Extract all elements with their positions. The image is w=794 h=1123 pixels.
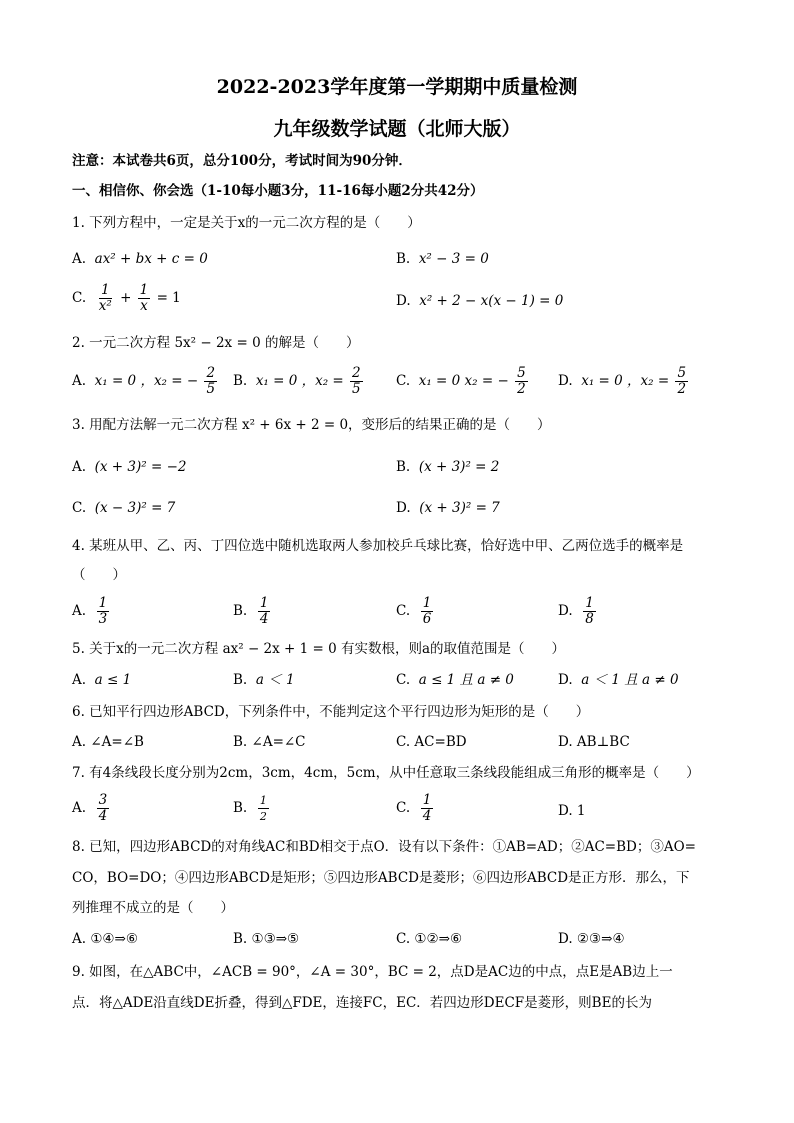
q1-option-b: B. x² − 3 = 0 [396, 251, 489, 267]
q1-stem: 1. 下列方程中，一定是关于x的一元二次方程的是（ ） [72, 215, 421, 231]
q8-option-c: C. ①②⇒⑥ [396, 931, 463, 947]
q2-option-a: A. x₁ = 0 ，x₂ = − $\frac{2}{5}$ [72, 365, 216, 397]
q8-option-b: B. ①③⇒⑤ [233, 931, 300, 947]
q1-option-d: D. x² + 2 − x(x − 1) = 0 [396, 293, 564, 309]
q3-option-b: B. (x + 3)² = 2 [396, 459, 500, 475]
q6-option-b: B. ∠A=∠C [233, 734, 306, 750]
q7-option-b: B. $\frac{1}{2}$ [233, 794, 267, 823]
q8-option-a: A. ①④⇒⑥ [72, 931, 138, 947]
q8-line-2: CO，BO=DO；④四边形ABCD是矩形；⑤四边形ABCD是菱形；⑥四边形ABCD是正方形．那么，下 [72, 870, 690, 886]
q1-option-c: C. $\frac{1}{\text{x²}}$ + $\frac{1}{x}$ = 1 [72, 282, 181, 314]
q2-option-c: C. x₁ = 0 x₂ = − $\frac{5}{2}$ [396, 365, 526, 397]
q5-stem: 5. 关于x的一元二次方程 ax² − 2x + 1 = 0 有实数根，则a的取值范围是（ ） [72, 641, 566, 657]
q7-option-a: A. $\frac{3}{4}$ [72, 792, 108, 824]
q2-stem: 2. 一元二次方程 5x² − 2x = 0 的解是（ ） [72, 335, 360, 351]
q8-line-3: 列推理不成立的是（ ） [72, 900, 234, 916]
q4-stem-blank: （ ） [72, 567, 126, 583]
q5-option-d: D. a ＜ 1 且 a ≠ 0 [558, 672, 679, 688]
q9-line-1: 9. 如图，在△ABC中，∠ACB = 90°，∠A = 30°，BC = 2，点D是AC边的中点，点E是AB边上一 [72, 964, 673, 980]
q3-stem: 3. 用配方法解一元二次方程 x² + 6x + 2 = 0，变形后的结果正确的是（ ） [72, 417, 551, 433]
q7-option-c: C. $\frac{1}{4}$ [396, 792, 432, 824]
q7-stem: 7. 有4条线段长度分别为2cm，3cm，4cm，5cm，从中任意取三条线段能组成三角形的概率是（ ） [72, 765, 700, 781]
notice: 注意：本试卷共6页，总分100分，考试时间为90分钟． [72, 153, 412, 169]
q2-option-d: D. x₁ = 0 ，x₂ = $\frac{5}{2}$ [558, 365, 687, 397]
q3-option-d: D. (x + 3)² = 7 [396, 500, 500, 516]
q4-option-a: A. $\frac{1}{3}$ [72, 595, 108, 627]
section-heading: 一、相信你、你会选（1-10每小题3分，11-16每小题2分共42分） [72, 183, 484, 199]
q9-line-2: 点．将△ADE沿直线DE折叠，得到△FDE，连接FC，EC．若四边形DECF是菱形，则BE的长为 [72, 995, 652, 1011]
q4-option-c: C. $\frac{1}{6}$ [396, 595, 432, 627]
exam-title: 2022-2023学年度第一学期期中质量检测 [216, 76, 578, 98]
q5-option-a: A. a ≤ 1 [72, 672, 132, 688]
q2-option-b: B. x₁ = 0 ，x₂ = $\frac{2}{5}$ [233, 365, 361, 397]
q4-option-d: D. $\frac{1}{8}$ [558, 595, 594, 627]
q3-option-c: C. (x − 3)² = 7 [72, 500, 176, 516]
q6-option-a: A. ∠A=∠B [72, 734, 144, 750]
q7-option-d: D. 1 [558, 803, 586, 819]
q5-option-c: C. a ≤ 1 且 a ≠ 0 [396, 672, 514, 688]
q5-option-b: B. a ＜ 1 [233, 672, 295, 688]
q6-stem: 6. 已知平行四边形ABCD，下列条件中，不能判定这个平行四边形为矩形的是（ ） [72, 704, 590, 720]
q4-option-b: B. $\frac{1}{4}$ [233, 595, 269, 627]
q1-option-a: A. ax² + bx + c = 0 [72, 251, 208, 267]
exam-subtitle: 九年级数学试题（北师大版） [273, 118, 521, 140]
q8-line-1: 8. 已知，四边形ABCD的对角线AC和BD相交于点O．设有以下条件：①AB=AD；②AC=BD；③AO= [72, 839, 696, 855]
q4-stem: 4. 某班从甲、乙、丙、丁四位选中随机选取两人参加校乒乓球比赛，恰好选中甲、乙两位选手的概率是 [72, 538, 684, 554]
q6-option-c: C. AC=BD [396, 734, 467, 750]
q3-option-a: A. (x + 3)² = −2 [72, 459, 187, 475]
q8-option-d: D. ②③⇒④ [558, 931, 625, 947]
q6-option-d: D. AB⊥BC [558, 734, 630, 750]
